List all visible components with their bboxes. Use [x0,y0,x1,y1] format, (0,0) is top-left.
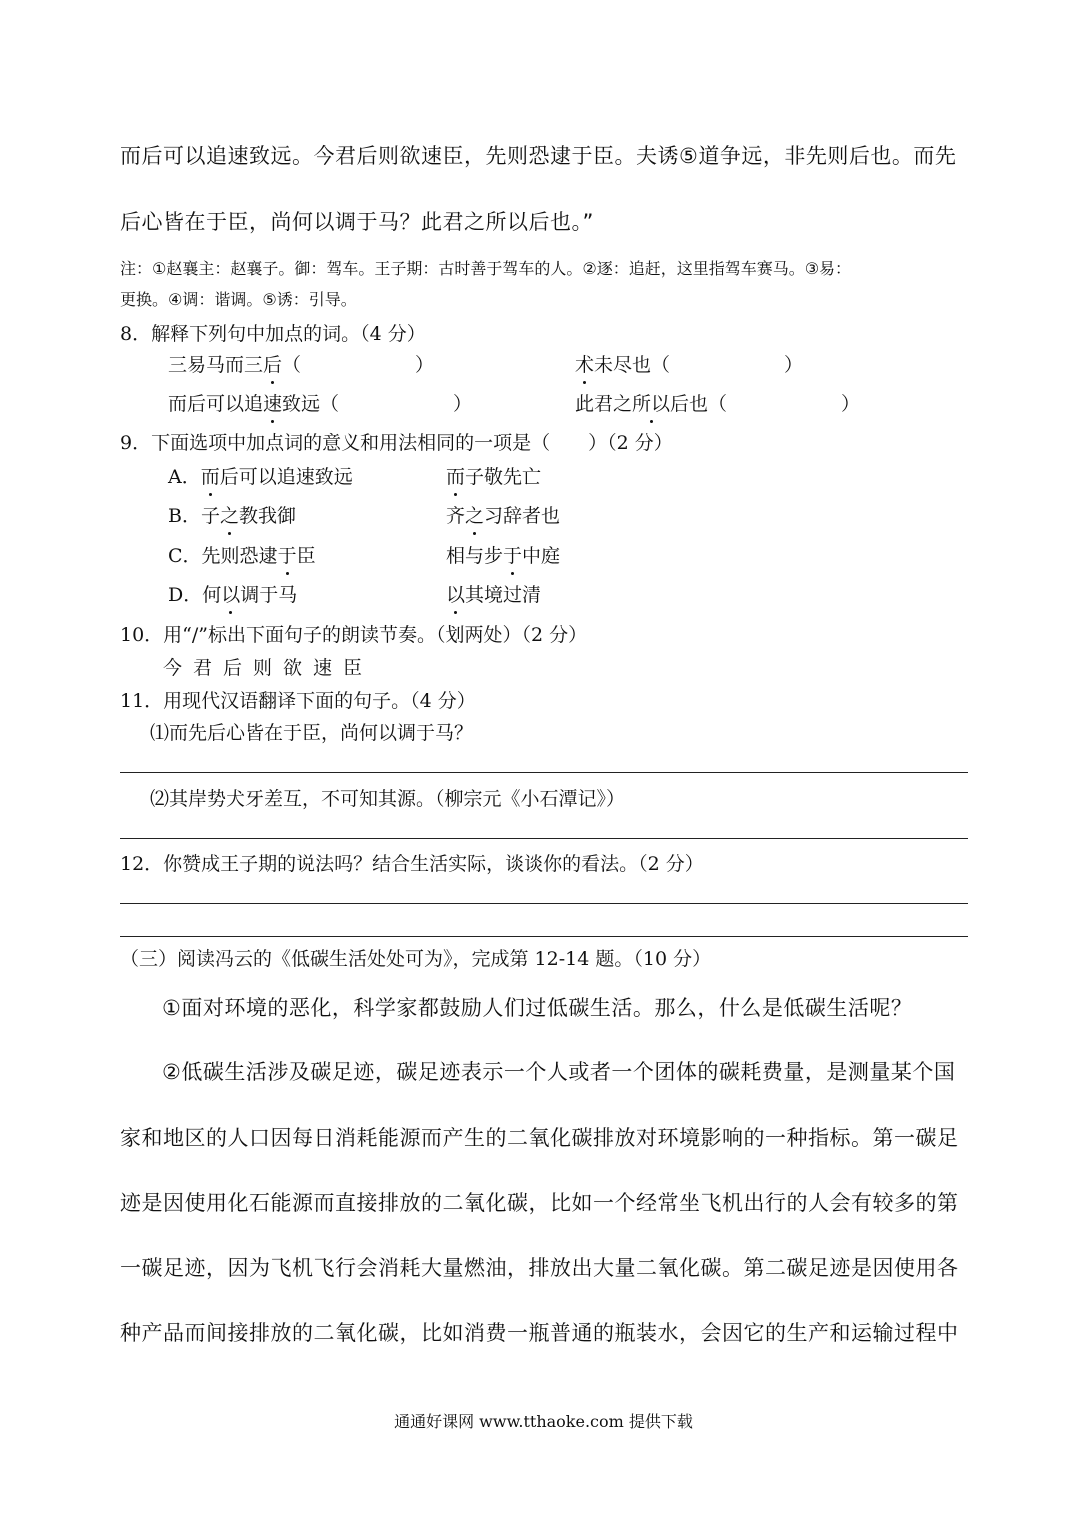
question-11-sentence-1: ⑴而先后心皆在于臣，尚何以调于马？ [150,722,474,744]
section-3-paragraph-2-line-5: 种产品而间接排放的二氧化碳，比如消费一瓶普通的瓶装水，会因它的生产和运输过程中 [120,1321,959,1345]
question-8-stem: 8．解释下列句中加点的词。（4 分） [120,323,426,345]
annotation-line-1: 注：①赵襄主：赵襄子。御：驾车。王子期：古时善于驾车的人。②逐：追赶，这里指驾车赛马。③易： [120,259,852,278]
question-10-stem: 10．用“/”标出下面句子的朗读节奏。（划两处）（2 分） [120,624,588,646]
passage-line-2: 后心皆在于臣，尚何以调于马？此君之所以后也。” [120,210,594,234]
question-8-item-2: 术未尽也（ ） [575,350,803,377]
question-11-stem: 11．用现代汉语翻译下面的句子。（4 分） [120,690,476,712]
answer-line [120,772,968,773]
question-9-option-d-compare: 以其境过清 [446,580,541,607]
question-8-item-1: 三易马而三后（ ） [168,350,434,377]
dotted-word: 所以 [632,389,670,416]
question-9-option-a-compare: 而子敬先亡 [446,462,541,489]
section-3-paragraph-2-line-2: 家和地区的人口因每日消耗能源而产生的二氧化碳排放对环境影响的一种指标。第一碳足 [120,1126,959,1150]
question-11-sentence-2: ⑵其岸势犬牙差互，不可知其源。（柳宗元《小石潭记》） [150,788,626,810]
question-9-option-b: B．子之教我御 [168,501,296,528]
answer-line [120,838,968,839]
question-12-stem: 12．你赞成王子期的说法吗？结合生活实际，谈谈你的看法。（2 分） [120,853,704,875]
passage-line-1: 而后可以追速致远。今君后则欲速臣，先则恐逮于臣。夫诱⑤道争远，非先则后也。而先 [120,144,957,168]
section-3-paragraph-2-line-1: ②低碳生活涉及碳足迹，碳足迹表示一个人或者一个团体的碳耗费量，是测量某个国 [162,1060,956,1084]
annotation-line-2: 更换。④调：谐调。⑤诱：引导。 [120,290,357,309]
section-3-paragraph-2-line-4: 一碳足迹，因为飞机飞行会消耗大量燃油，排放出大量二氧化碳。第二碳足迹是因使用各 [120,1256,959,1280]
dotted-word: 速 [263,389,282,416]
dotted-word: 后 [263,350,282,377]
section-3-paragraph-1: ①面对环境的恶化，科学家都鼓励人们过低碳生活。那么，什么是低碳生活呢？ [162,996,913,1020]
question-8-item-4: 此君之所以后也（ ） [575,389,860,416]
question-9-option-a: A．而后可以追速致远 [168,462,353,489]
page-footer: 通通好课网 www.tthaoke.com 提供下载 [394,1412,693,1431]
section-3-heading: （三）阅读冯云的《低碳生活处处可为》，完成第 12-14 题。（10 分） [120,948,712,970]
dotted-word: 术 [575,350,594,377]
answer-line [120,903,968,904]
question-8-item-3: 而后可以追速致远（ ） [168,389,472,416]
question-9-option-c-compare: 相与步于中庭 [446,541,560,568]
question-9-option-d: D．何以调于马 [168,580,297,607]
answer-line [120,936,968,937]
question-9-option-c: C．先则恐逮于臣 [168,541,316,568]
question-10-sentence: 今君后则欲速臣 [163,657,374,679]
question-9-stem: 9．下面选项中加点词的意义和用法相同的一项是（ ）（2 分） [120,432,673,454]
section-3-paragraph-2-line-3: 迹是因使用化石能源而直接排放的二氧化碳，比如一个经常坐飞机出行的人会有较多的第 [120,1191,959,1215]
question-9-option-b-compare: 齐之习辞者也 [446,501,560,528]
